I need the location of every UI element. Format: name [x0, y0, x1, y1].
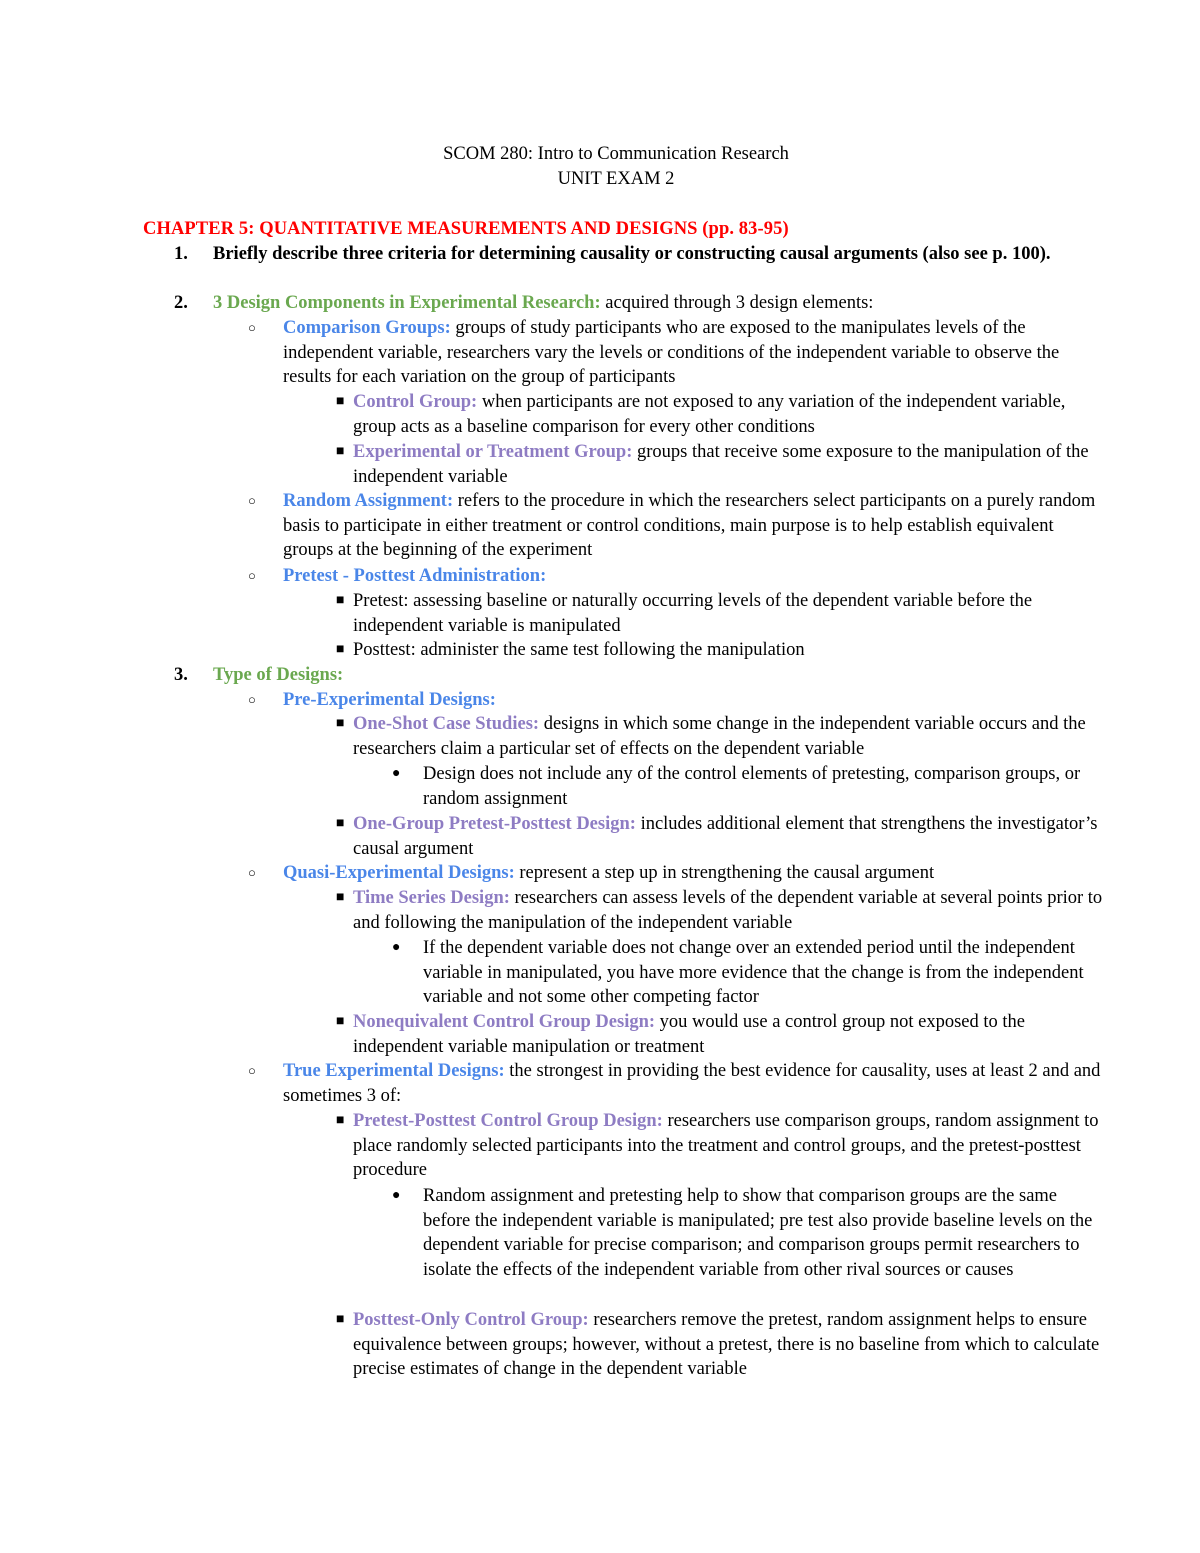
item-term: Control Group:	[353, 392, 478, 412]
square-bullet-icon: ■	[336, 642, 345, 657]
item-text: Random assignment and pretesting help to show that comparison groups are the same before the independent variable is manipulated; pre test also provide baseline levels on the dependent variable for precise comparison; and comparison groups permit researchers to isolate the effects of the independent variable from other rival sources or causes	[423, 1186, 1093, 1281]
item-term: Nonequivalent Control Group Design:	[353, 1012, 656, 1032]
hollow-circle-bullet-icon: ○	[248, 320, 256, 335]
hollow-circle-bullet-icon: ○	[248, 692, 256, 707]
item-text: you would use a control group not exposed to the independent variable manipulation or treatment	[353, 1012, 1025, 1057]
list-item-pretest-posttest-control	[336, 1109, 1113, 1183]
item-term: Time Series Design:	[353, 888, 510, 908]
item-term: Posttest-Only Control Group:	[353, 1310, 589, 1330]
list-item-one-group	[336, 812, 1113, 861]
list-number: 3.	[174, 665, 188, 685]
square-bullet-icon: ■	[336, 394, 345, 409]
document-subtitle: UNIT EXAM 2	[557, 169, 675, 189]
item-text: acquired through 3 design elements:	[600, 293, 874, 313]
filled-dot-bullet-icon: ●	[392, 766, 401, 781]
item-text: Posttest: administer the same test following the manipulation	[353, 640, 805, 660]
item-text: Design does not include any of the control elements of pretesting, comparison groups, or random assignment	[423, 764, 1081, 809]
item-text: groups of study participants who are exposed to the manipulates levels of the independent variable, researchers vary the levels or conditions of the independent variable to observe the results for each variation on the group of participants	[283, 318, 1060, 388]
item-term: True Experimental Designs:	[283, 1061, 505, 1081]
item-text: groups that receive some exposure to the manipulation of the independent variable	[353, 442, 1089, 487]
list-item-true-experimental	[248, 1059, 1103, 1108]
list-item-3	[174, 663, 1113, 688]
square-bullet-icon: ■	[336, 1312, 345, 1327]
square-bullet-icon: ■	[336, 816, 345, 831]
item-term: Random Assignment:	[283, 491, 454, 511]
list-item-posttest	[336, 638, 1113, 663]
list-item-time-series-note	[392, 936, 1103, 1010]
item-term: Quasi-Experimental Designs:	[283, 863, 515, 883]
item-term: Pre-Experimental Designs:	[283, 690, 496, 710]
item-term: Comparison Groups:	[283, 318, 451, 338]
list-item-one-shot-note	[392, 762, 1103, 811]
list-item-pre-experimental	[248, 688, 1103, 713]
item-text: If the dependent variable does not change over an extended period until the independent variable in manipulated, you have more evidence that the change is from the independent variable and not some other competing factor	[423, 938, 1084, 1008]
item-text: represent a step up in strengthening the causal argument	[514, 863, 935, 883]
list-item-control-group	[336, 390, 1113, 439]
item-text: includes additional element that strengthens the investigator’s causal argument	[353, 814, 1098, 859]
square-bullet-icon: ■	[336, 1014, 345, 1029]
filled-dot-bullet-icon: ●	[392, 940, 401, 955]
list-number: 2.	[174, 293, 188, 313]
item-text: Pretest: assessing baseline or naturally occurring levels of the dependent variable before the independent variable is manipulated	[353, 591, 1033, 636]
hollow-circle-bullet-icon: ○	[248, 865, 256, 880]
hollow-circle-bullet-icon: ○	[248, 1063, 256, 1078]
item-text: researchers use comparison groups, random assignment to place randomly selected participants into the treatment and control groups, and the pretest-posttest procedure	[353, 1111, 1099, 1181]
filled-dot-bullet-icon: ●	[392, 1188, 401, 1203]
list-item-one-shot	[336, 712, 1113, 761]
item-term: One-Shot Case Studies:	[353, 714, 540, 734]
square-bullet-icon: ■	[336, 444, 345, 459]
hollow-circle-bullet-icon: ○	[248, 493, 256, 508]
item-text: the strongest in providing the best evidence for causality, uses at least 2 and and sometimes 3 of:	[283, 1061, 1101, 1106]
list-item-posttest-only	[336, 1308, 1113, 1382]
list-item-pretest	[336, 589, 1113, 638]
list-item-quasi-experimental	[248, 861, 1103, 886]
list-item-comparison-groups	[248, 316, 1103, 390]
list-item-time-series	[336, 886, 1113, 935]
list-item-1	[174, 242, 1113, 267]
square-bullet-icon: ■	[336, 716, 345, 731]
square-bullet-icon: ■	[336, 890, 345, 905]
list-number: 1.	[174, 244, 188, 264]
item-text: Briefly describe three criteria for determining causality or constructing causal arguments (also see p. 100).	[213, 244, 1051, 264]
item-text: when participants are not exposed to any variation of the independent variable, group acts as a baseline comparison for every other conditions	[353, 392, 1066, 437]
square-bullet-icon: ■	[336, 593, 345, 608]
item-text: designs in which some change in the independent variable occurs and the researchers claim a particular set of effects on the dependent variable	[353, 714, 1086, 759]
item-term: One-Group Pretest-Posttest Design:	[353, 814, 636, 834]
item-term: 3 Design Components in Experimental Research:	[213, 293, 601, 313]
list-item-pretest-posttest	[248, 564, 1103, 589]
item-term: Type of Designs:	[213, 665, 344, 685]
item-text: refers to the procedure in which the researchers select participants on a purely random basis to participate in either treatment or control conditions, main purpose is to help establish equivalent groups at the beginning of the experiment	[283, 491, 1096, 561]
list-item-pretest-posttest-control-note	[392, 1184, 1103, 1283]
item-term: Experimental or Treatment Group:	[353, 442, 633, 462]
square-bullet-icon: ■	[336, 1113, 345, 1128]
document-title: SCOM 280: Intro to Communication Research	[443, 144, 789, 164]
list-item-treatment-group	[336, 440, 1113, 489]
item-text: researchers remove the pretest, random assignment helps to ensure equivalence between groups; however, without a pretest, there is no baseline from which to calculate precise estimates of change in the dependent variable	[353, 1310, 1100, 1380]
chapter-heading: CHAPTER 5: QUANTITATIVE MEASUREMENTS AND DESIGNS (pp. 83-95)	[143, 219, 789, 239]
hollow-circle-bullet-icon: ○	[248, 568, 256, 583]
list-item-nonequivalent	[336, 1010, 1113, 1059]
item-text: researchers can assess levels of the dependent variable at several points prior to and following the manipulation of the independent variable	[353, 888, 1103, 933]
list-item-random-assignment	[248, 489, 1103, 563]
list-item-2	[174, 291, 1113, 316]
item-term: Pretest - Posttest Administration:	[283, 566, 547, 586]
item-term: Pretest-Posttest Control Group Design:	[353, 1111, 663, 1131]
